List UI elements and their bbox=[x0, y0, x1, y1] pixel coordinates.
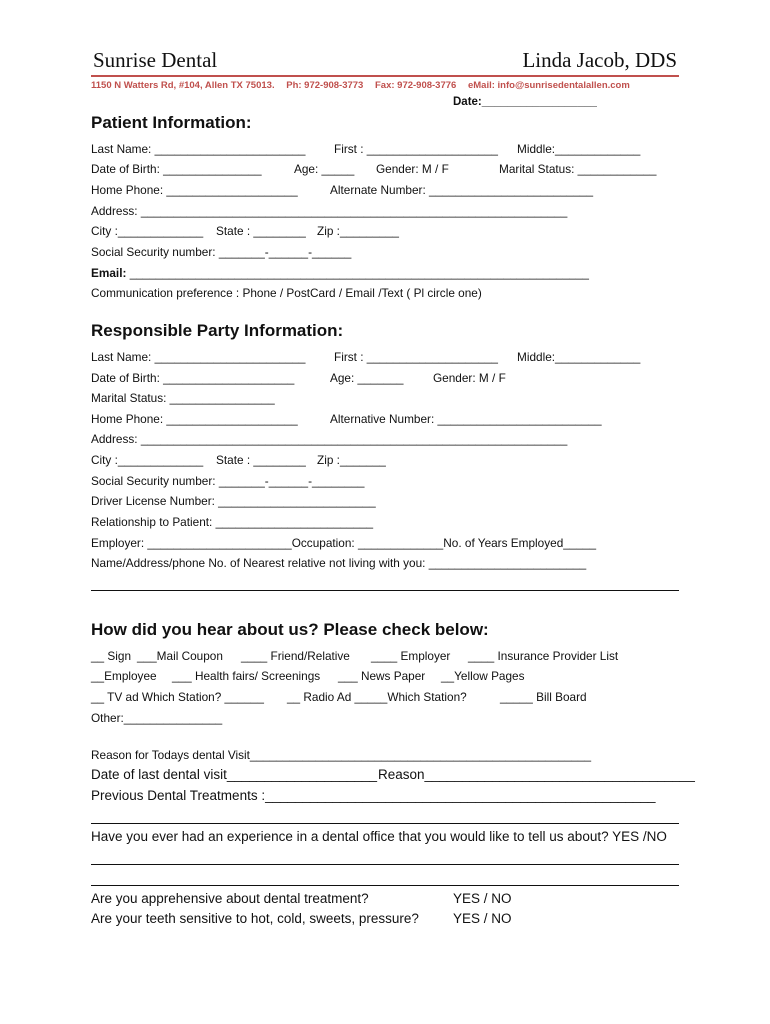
patient-ssn-field[interactable]: Social Security number: _______-______-______ bbox=[91, 245, 352, 259]
practice-email: eMail: info@sunrisedentalallen.com bbox=[467, 80, 630, 91]
communication-preference[interactable]: Communication preference : Phone / PostCard / Email /Text ( Pl circle one) bbox=[91, 286, 482, 300]
sensitivity-question: Are your teeth sensitive to hot, cold, sweets, pressure? bbox=[91, 911, 419, 926]
experience-line-1[interactable] bbox=[91, 864, 679, 865]
referral-employer-option[interactable]: ____ Employer bbox=[371, 649, 451, 663]
previous-treatments-field[interactable]: Previous Dental Treatments :____________________________________________________ bbox=[91, 788, 656, 803]
referral-insurance-option[interactable]: ____ Insurance Provider List bbox=[468, 649, 619, 663]
date-field[interactable]: Date:__________________ bbox=[453, 96, 597, 108]
rp-state-field[interactable]: State : ________ bbox=[216, 453, 306, 467]
sensitivity-answer[interactable]: YES / NO bbox=[453, 911, 512, 926]
experience-line-2[interactable] bbox=[91, 885, 679, 886]
patient-city-field[interactable]: City :_____________ bbox=[91, 224, 204, 238]
experience-question[interactable]: Have you ever had an experience in a dental office that you would like to tell us about? YES /NO bbox=[91, 829, 667, 844]
referral-sign-option[interactable]: __ Sign bbox=[91, 649, 132, 663]
patient-dob-field[interactable]: Date of Birth: _______________ bbox=[91, 162, 262, 176]
patient-first-name-field[interactable]: First : ____________________ bbox=[334, 142, 498, 156]
referral-mail-coupon-option[interactable]: ___Mail Coupon bbox=[137, 649, 223, 663]
patient-gender-field[interactable]: Gender: M / F bbox=[376, 162, 449, 176]
referral-health-fairs-option[interactable]: ___ Health fairs/ Screenings bbox=[172, 669, 321, 683]
doctor-name: Linda Jacob, DDS bbox=[522, 48, 677, 72]
referral-news-paper-option[interactable]: ___ News Paper bbox=[338, 669, 426, 683]
previous-treatments-line[interactable] bbox=[91, 823, 679, 824]
patient-age-field[interactable]: Age: _____ bbox=[294, 162, 355, 176]
rp-alt-number-field[interactable]: Alternative Number: _________________________ bbox=[330, 412, 602, 426]
practice-phone: Ph: 972-908-3773 bbox=[286, 80, 364, 91]
rp-first-name-field[interactable]: First : ____________________ bbox=[334, 350, 498, 364]
rp-middle-name-field[interactable]: Middle:_____________ bbox=[517, 350, 641, 364]
rp-zip-field[interactable]: Zip :_______ bbox=[317, 453, 386, 467]
referral-tv-ad-option[interactable]: __ TV ad Which Station? ______ bbox=[91, 690, 264, 704]
referral-yellow-pages-option[interactable]: __Yellow Pages bbox=[441, 669, 525, 683]
referral-employee-option[interactable]: __Employee bbox=[91, 669, 157, 683]
patient-marital-field[interactable]: Marital Status: ____________ bbox=[499, 162, 657, 176]
rp-driver-license-field[interactable]: Driver License Number: ________________________ bbox=[91, 494, 376, 508]
rp-address-field[interactable]: Address: _________________________________________________________________ bbox=[91, 432, 568, 446]
rp-gender-field[interactable]: Gender: M / F bbox=[433, 371, 506, 385]
rp-home-phone-field[interactable]: Home Phone: ____________________ bbox=[91, 412, 298, 426]
patient-email-row[interactable] bbox=[91, 266, 589, 280]
last-visit-date-field[interactable]: Date of last dental visit____________________ bbox=[91, 767, 377, 782]
patient-middle-name-field[interactable]: Middle:_____________ bbox=[517, 142, 641, 156]
patient-last-name-field[interactable]: Last Name: _______________________ bbox=[91, 142, 306, 156]
rp-age-field[interactable]: Age: _______ bbox=[330, 371, 404, 385]
referral-friend-option[interactable]: ____ Friend/Relative bbox=[241, 649, 350, 663]
last-visit-reason-field[interactable]: Reason____________________________________ bbox=[378, 767, 695, 782]
patient-state-field[interactable]: State : ________ bbox=[216, 224, 306, 238]
patient-alt-number-field[interactable]: Alternate Number: _________________________ bbox=[330, 183, 594, 197]
patient-section-title: Patient Information: bbox=[91, 113, 252, 132]
practice-address: 1150 N Watters Rd, #104, Allen TX 75013. bbox=[91, 80, 275, 91]
patient-email-field[interactable]: ______________________________________________________________________ bbox=[129, 266, 589, 280]
rp-last-name-field[interactable]: Last Name: _______________________ bbox=[91, 350, 306, 364]
rp-marital-field[interactable]: Marital Status: ________________ bbox=[91, 391, 275, 405]
patient-home-phone-field[interactable]: Home Phone: ____________________ bbox=[91, 183, 298, 197]
referral-radio-ad-option[interactable]: __ Radio Ad _____Which Station? bbox=[287, 690, 467, 704]
referral-other-field[interactable]: Other:_______________ bbox=[91, 711, 223, 725]
rp-relationship-field[interactable]: Relationship to Patient: ________________________ bbox=[91, 515, 374, 529]
rp-nearest-relative-field[interactable]: Name/Address/phone No. of Nearest relative not living with you: ________________________ bbox=[91, 556, 587, 570]
rp-dob-field[interactable]: Date of Birth: ____________________ bbox=[91, 371, 295, 385]
practice-fax: Fax: 972-908-3776 bbox=[374, 80, 457, 91]
rp-ssn-field[interactable]: Social Security number: _______-______-________ bbox=[91, 474, 365, 488]
referral-section-title: How did you hear about us? Please check below: bbox=[91, 620, 489, 639]
apprehensive-question: Are you apprehensive about dental treatment? bbox=[91, 891, 369, 906]
contact-line bbox=[91, 80, 691, 91]
patient-address-field[interactable]: Address: _________________________________________________________________ bbox=[91, 204, 568, 218]
apprehensive-answer[interactable]: YES / NO bbox=[453, 891, 512, 906]
patient-zip-field[interactable]: Zip :_________ bbox=[317, 224, 399, 238]
patient-email-label: Email: bbox=[91, 266, 127, 280]
reason-today-field[interactable]: Reason for Todays dental Visit____________________________________________________ bbox=[91, 748, 592, 762]
responsible-section-title: Responsible Party Information: bbox=[91, 321, 344, 340]
rp-employment-field[interactable]: Employer: ______________________Occupation: _____________No. of Years Employed_____ bbox=[91, 536, 597, 550]
header-divider bbox=[91, 75, 679, 77]
rp-nearest-relative-line[interactable] bbox=[91, 590, 679, 591]
rp-city-field[interactable]: City :_____________ bbox=[91, 453, 204, 467]
practice-name: Sunrise Dental bbox=[93, 48, 218, 72]
referral-bill-board-option[interactable]: _____ Bill Board bbox=[500, 690, 587, 704]
